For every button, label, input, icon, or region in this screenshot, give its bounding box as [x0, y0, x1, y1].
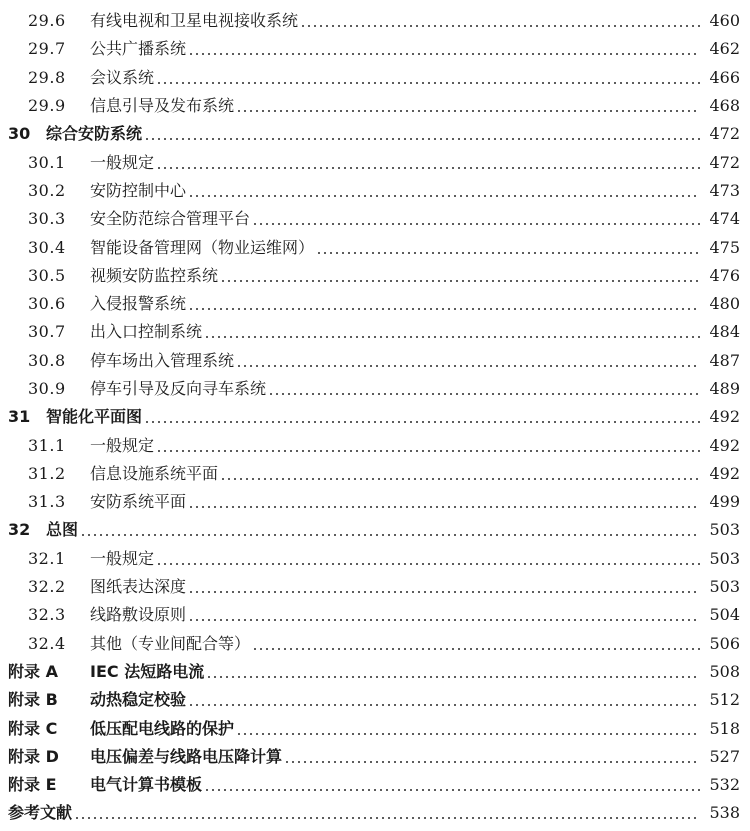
dot-leader: [206, 662, 700, 682]
dot-leader: [220, 464, 700, 484]
toc-entry-title: 综合安防系统: [46, 124, 143, 144]
toc-entry[interactable]: [0, 686, 740, 714]
toc-entry-number: 30.8: [28, 350, 66, 370]
toc-entry-page-number: 508: [709, 661, 740, 681]
toc-entry-number: 附录 E: [8, 775, 57, 795]
dot-leader: [144, 124, 700, 144]
toc-entry-title: 其他（专业间配合等）: [90, 633, 251, 653]
toc-entry-page-number: 499: [709, 492, 740, 512]
toc-entry-title: 智能设备管理网（物业运维网）: [90, 237, 315, 257]
toc-entry-page-number: 484: [709, 322, 740, 342]
toc-entry[interactable]: [0, 318, 740, 346]
toc-entry-page-number: 504: [709, 605, 740, 625]
toc-entry-number: 32.4: [28, 633, 66, 653]
toc-entry-number: 附录 A: [8, 661, 58, 681]
dot-leader: [236, 96, 700, 116]
toc-entry[interactable]: [0, 375, 740, 403]
toc-entry-page-number: 492: [709, 435, 740, 455]
dot-leader: [204, 775, 700, 795]
dot-leader: [204, 322, 700, 342]
toc-entry-title: 出入口控制系统: [90, 322, 203, 342]
toc-entry-page-number: 506: [709, 633, 740, 653]
dot-leader: [188, 492, 700, 512]
toc-entry[interactable]: [0, 799, 740, 827]
toc-entry[interactable]: [0, 630, 740, 658]
dot-leader: [236, 719, 700, 739]
toc-entry-page-number: 474: [709, 209, 740, 229]
toc-entry[interactable]: [0, 403, 740, 431]
toc-entry-title: 停车场出入管理系统: [90, 350, 235, 370]
toc-entry[interactable]: [0, 7, 740, 35]
toc-entry-page-number: 475: [709, 237, 740, 257]
toc-entry-title: 图纸表达深度: [90, 577, 187, 597]
toc-entry-page-number: 527: [709, 746, 740, 766]
toc-entry-number: 32.2: [28, 577, 66, 597]
dot-leader: [252, 209, 700, 229]
toc-entry[interactable]: [0, 488, 740, 516]
dot-leader: [300, 11, 700, 31]
toc-entry-title: 安防控制中心: [90, 180, 187, 200]
toc-entry[interactable]: [0, 516, 740, 544]
toc-entry-number: 31.3: [28, 492, 66, 512]
toc-entry-title: 一般规定: [90, 152, 155, 172]
dot-leader: [144, 407, 700, 427]
toc-entry-number: 30.9: [28, 379, 66, 398]
toc-entry[interactable]: [0, 573, 740, 601]
toc-entry-title: 信息设施系统平面: [90, 463, 219, 483]
toc-entry[interactable]: [0, 545, 740, 573]
toc-entry-title: 安全防范综合管理平台: [90, 209, 251, 229]
toc-entry-title: 低压配电线路的保护: [90, 718, 235, 738]
dot-leader: [188, 181, 700, 201]
toc-entry[interactable]: [0, 177, 740, 205]
toc-entry-number: 32.1: [28, 548, 66, 568]
toc-entry-number: 31.1: [28, 435, 66, 455]
toc-entry-number: 30.4: [28, 237, 66, 257]
toc-entry[interactable]: [0, 64, 740, 92]
toc-entry-page-number: 512: [709, 690, 740, 710]
dot-leader: [156, 549, 700, 569]
dot-leader: [316, 238, 700, 258]
toc-entry-number: 30.3: [28, 209, 66, 229]
toc-entry-title: 公共广播系统: [90, 39, 187, 59]
toc-entry-page-number: 480: [709, 294, 740, 314]
toc-entry-page-number: 532: [709, 775, 740, 795]
toc-entry-number: 31.2: [28, 463, 66, 483]
toc-entry-page-number: 492: [709, 407, 740, 427]
toc-entry[interactable]: [0, 35, 740, 63]
toc-entry-page-number: 473: [709, 180, 740, 200]
toc-entry[interactable]: [0, 658, 740, 686]
toc-entry-page-number: 476: [709, 265, 740, 285]
dot-leader: [188, 577, 700, 597]
toc-entry[interactable]: [0, 92, 740, 120]
toc-entry-number: 29.8: [28, 67, 66, 87]
toc-entry-page-number: 518: [709, 718, 740, 738]
toc-entry[interactable]: [0, 601, 740, 629]
toc-entry-number: 30.1: [28, 152, 66, 172]
toc-entry[interactable]: [0, 148, 740, 176]
dot-leader: [188, 294, 700, 314]
toc-entry-title: IEC 法短路电流: [90, 661, 205, 681]
toc-entry-title: 一般规定: [90, 435, 155, 455]
toc-entry[interactable]: [0, 771, 740, 799]
toc-entry-number: 30.7: [28, 322, 66, 342]
dot-leader: [80, 520, 700, 540]
toc-entry-title: 信息引导及发布系统: [90, 96, 235, 116]
toc-entry-page-number: 472: [709, 152, 740, 172]
toc-entry-title: 电压偏差与线路电压降计算: [90, 746, 283, 766]
dot-leader: [188, 605, 700, 625]
dot-leader: [156, 436, 700, 456]
toc-entry-number: 30.2: [28, 180, 66, 200]
toc-entry-number: 30: [8, 124, 31, 144]
toc-entry-page-number: 492: [709, 463, 740, 483]
toc-entry-number: 30.5: [28, 265, 66, 285]
toc-entry[interactable]: [0, 262, 740, 290]
toc-entry-title: 视频安防监控系统: [90, 265, 219, 285]
dot-leader: [252, 634, 700, 654]
toc-entry-number: 29.7: [28, 39, 66, 59]
toc-entry-page-number: 487: [709, 350, 740, 370]
toc-entry-title: 有线电视和卫星电视接收系统: [90, 11, 299, 31]
toc-entry-page-number: 468: [709, 96, 740, 116]
toc-entry-page-number: 489: [709, 379, 740, 398]
dot-leader: [236, 351, 700, 371]
toc-entry-page-number: 538: [709, 803, 740, 823]
toc-entry[interactable]: [0, 460, 740, 488]
toc-entry-title: 会议系统: [90, 67, 155, 87]
toc-entry[interactable]: [0, 233, 740, 261]
toc-entry-page-number: 462: [709, 39, 740, 59]
toc-entry-page-number: 503: [709, 520, 740, 540]
toc-entry-title: 停车引导及反向寻车系统: [90, 379, 267, 398]
toc-entry-page-number: 466: [709, 67, 740, 87]
toc-entry-title: 动热稳定校验: [90, 690, 187, 710]
toc-entry[interactable]: [0, 347, 740, 375]
toc-entry-page-number: 503: [709, 577, 740, 597]
toc-entry-title: 总图: [46, 520, 79, 540]
toc-entry[interactable]: [0, 743, 740, 771]
toc-entry-page-number: 460: [709, 11, 740, 31]
toc-entry-title: 电气计算书模板: [90, 775, 203, 795]
toc-entry-page-number: 472: [709, 124, 740, 144]
toc-entry-number: 附录 B: [8, 690, 58, 710]
toc-entry[interactable]: [0, 120, 740, 148]
table-of-contents: [0, 7, 740, 828]
toc-entry-title: 智能化平面图: [46, 407, 143, 427]
dot-leader: [156, 153, 700, 173]
dot-leader: [268, 379, 700, 399]
toc-entry[interactable]: [0, 205, 740, 233]
dot-leader: [188, 39, 700, 59]
toc-entry[interactable]: [0, 290, 740, 318]
toc-entry[interactable]: [0, 431, 740, 459]
toc-entry-number: 29.9: [28, 96, 66, 116]
toc-entry-number: 附录 C: [8, 718, 58, 738]
toc-entry-title: 参考文献: [8, 803, 73, 823]
toc-entry-number: 32.3: [28, 605, 66, 625]
toc-entry-title: 安防系统平面: [90, 492, 187, 512]
toc-entry-number: 31: [8, 407, 31, 427]
toc-entry-title: 入侵报警系统: [90, 294, 187, 314]
toc-entry-number: 附录 D: [8, 746, 59, 766]
toc-entry-number: 29.6: [28, 11, 66, 31]
toc-entry-page-number: 503: [709, 548, 740, 568]
toc-entry-title: 线路敷设原则: [90, 605, 187, 625]
toc-entry-number: 30.6: [28, 294, 66, 314]
dot-leader: [284, 747, 700, 767]
toc-entry-title: 一般规定: [90, 548, 155, 568]
dot-leader: [220, 266, 700, 286]
toc-entry[interactable]: [0, 714, 740, 742]
dot-leader: [74, 803, 700, 823]
dot-leader: [188, 690, 700, 710]
dot-leader: [156, 68, 700, 88]
toc-entry-number: 32: [8, 520, 31, 540]
